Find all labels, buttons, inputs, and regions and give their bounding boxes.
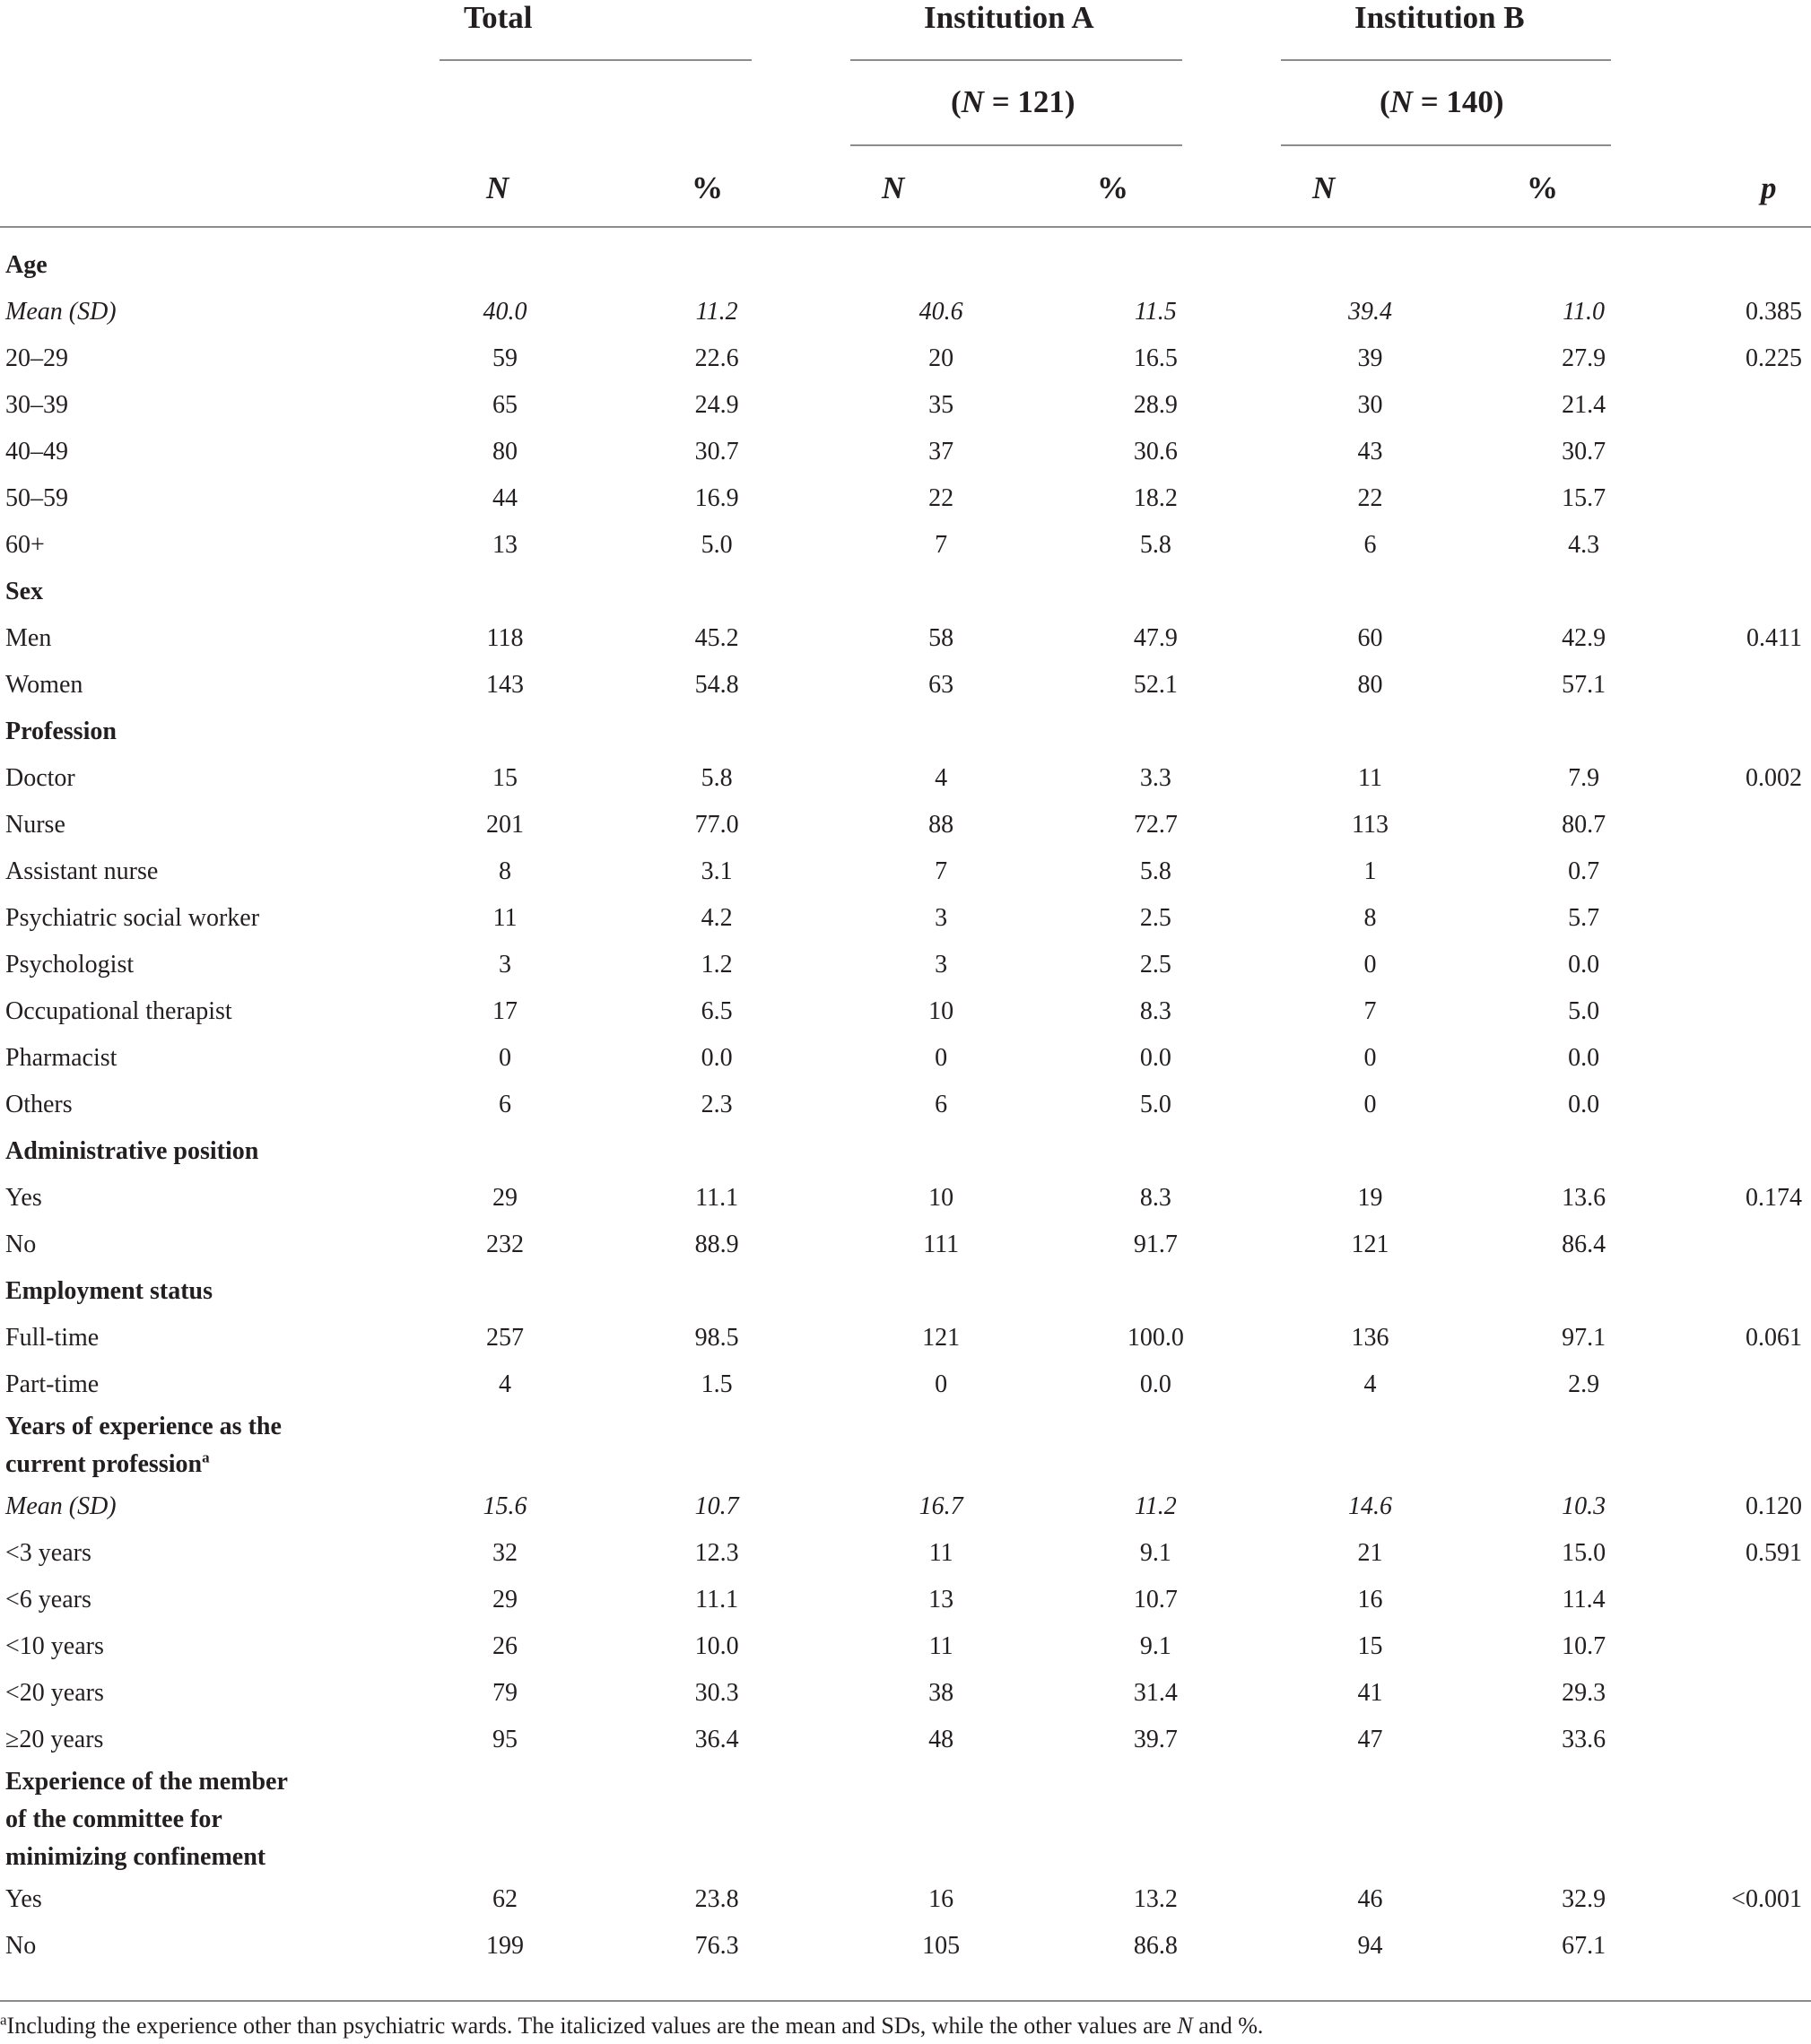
total-n-cell: 32	[492, 1539, 518, 1567]
table-row	[0, 1923, 1811, 1970]
p-value-cell	[1715, 475, 1811, 522]
inst-b-pct-cell: 0.0	[1568, 1044, 1600, 1072]
inst-a-pct-cell: 18.2	[1133, 484, 1178, 512]
inst-b-n-cell: 6	[1363, 531, 1377, 559]
inst-b-pct-cell: 2.9	[1568, 1370, 1600, 1398]
inst-a-n-cell: 20	[928, 344, 954, 372]
total-n-cell: 29	[492, 1586, 518, 1613]
table-row	[0, 1222, 1811, 1268]
row-label: Pharmacist	[5, 1044, 118, 1072]
inst-a-pct-cell: 8.3	[1139, 997, 1171, 1025]
total-n-cell: 40.0	[483, 298, 527, 326]
total-n-cell: 65	[492, 391, 518, 419]
total-pct-cell: 6.5	[701, 997, 733, 1025]
total-pct-cell: 11.2	[695, 298, 738, 326]
inst-a-pct-cell: 30.6	[1133, 438, 1178, 465]
row-label: Nurse	[5, 811, 65, 839]
p-value-cell	[1715, 1670, 1811, 1717]
institution-b-sample-size: (N = 140)	[1380, 84, 1504, 119]
inst-a-pct-cell: 31.4	[1133, 1679, 1178, 1707]
p-value-cell: 0.120	[1746, 1492, 1802, 1520]
total-pct-cell: 11.1	[695, 1184, 739, 1212]
inst-a-n-cell: 38	[928, 1679, 954, 1707]
inst-a-n-cell: 16	[928, 1885, 954, 1913]
inst-a-n-cell: 22	[928, 484, 954, 512]
inst-a-n-cell: 6	[935, 1091, 948, 1118]
inst-b-n-cell: 8	[1363, 904, 1377, 932]
row-label: 30–39	[5, 391, 68, 419]
row-label: Full-time	[5, 1324, 100, 1352]
total-pct-cell: 22.6	[694, 344, 739, 372]
inst-a-n-cell: 10	[928, 1184, 954, 1212]
col-b-n: N	[1312, 170, 1336, 205]
row-label: Part-time	[5, 1370, 100, 1398]
inst-a-pct-cell: 0.0	[1139, 1044, 1171, 1072]
p-value-cell	[1715, 802, 1811, 848]
rule-institution-b-top	[1281, 59, 1611, 61]
total-n-cell: 62	[492, 1885, 518, 1913]
header-institution-b: Institution B	[1354, 0, 1525, 35]
total-pct-cell: 2.3	[701, 1091, 733, 1118]
inst-b-pct-cell: 29.3	[1562, 1679, 1606, 1707]
total-n-cell: 44	[492, 484, 518, 512]
total-n-cell: 199	[485, 1932, 524, 1960]
inst-b-n-cell: 39	[1357, 344, 1383, 372]
inst-a-pct-cell: 11.5	[1134, 298, 1177, 326]
inst-b-pct-cell: 5.0	[1568, 997, 1600, 1025]
inst-a-pct-cell: 9.1	[1139, 1632, 1171, 1660]
p-value-cell: 0.591	[1746, 1539, 1802, 1567]
inst-b-n-cell: 94	[1357, 1932, 1383, 1960]
inst-a-pct-cell: 47.9	[1133, 624, 1178, 652]
inst-b-pct-cell: 11.0	[1563, 298, 1606, 326]
total-n-cell: 13	[492, 531, 518, 559]
total-pct-cell: 30.3	[694, 1679, 739, 1707]
total-pct-cell: 0.0	[701, 1044, 733, 1072]
p-value-cell: 0.061	[1746, 1324, 1802, 1352]
section-label: Sex	[5, 578, 43, 605]
row-label: ≥20 years	[5, 1726, 104, 1753]
inst-a-n-cell: 37	[928, 438, 954, 465]
p-value-cell	[1715, 522, 1811, 569]
table-row	[0, 1876, 1811, 1923]
inst-b-n-cell: 136	[1351, 1324, 1389, 1352]
institution-a-sample-size: (N = 121)	[951, 84, 1075, 119]
inst-b-pct-cell: 15.7	[1562, 484, 1606, 512]
table-row	[0, 662, 1811, 709]
total-pct-cell: 45.2	[694, 624, 739, 652]
p-value-cell	[1715, 942, 1811, 988]
inst-a-n-cell: 40.6	[919, 298, 963, 326]
row-label: No	[5, 1932, 37, 1960]
inst-b-n-cell: 19	[1357, 1184, 1383, 1212]
total-pct-cell: 1.5	[701, 1370, 733, 1398]
inst-b-pct-cell: 42.9	[1562, 624, 1606, 652]
inst-b-pct-cell: 57.1	[1562, 671, 1606, 699]
inst-b-n-cell: 4	[1363, 1370, 1377, 1398]
row-label: No	[5, 1231, 37, 1258]
row-label: 40–49	[5, 438, 68, 465]
inst-a-n-cell: 16.7	[919, 1492, 963, 1520]
total-pct-cell: 10.0	[694, 1632, 739, 1660]
inst-b-pct-cell: 0.0	[1568, 1091, 1600, 1118]
inst-b-pct-cell: 33.6	[1562, 1726, 1606, 1753]
inst-b-pct-cell: 4.3	[1568, 531, 1600, 559]
total-n-cell: 80	[492, 438, 518, 465]
table-row	[0, 289, 1811, 335]
section-label: Age	[5, 251, 48, 279]
total-pct-cell: 11.1	[695, 1586, 739, 1613]
table-row	[0, 1035, 1811, 1082]
inst-a-n-cell: 7	[935, 531, 948, 559]
inst-b-n-cell: 16	[1357, 1586, 1383, 1613]
total-n-cell: 201	[485, 811, 524, 839]
inst-b-pct-cell: 27.9	[1562, 344, 1606, 372]
inst-b-n-cell: 41	[1357, 1679, 1383, 1707]
inst-a-pct-cell: 0.0	[1139, 1370, 1171, 1398]
total-n-cell: 232	[485, 1231, 524, 1258]
total-pct-cell: 24.9	[694, 391, 739, 419]
inst-a-n-cell: 11	[928, 1632, 953, 1660]
row-label: Assistant nurse	[5, 857, 159, 885]
table-row	[0, 755, 1811, 802]
total-pct-cell: 77.0	[694, 811, 739, 839]
p-value-cell	[1715, 1361, 1811, 1408]
inst-b-n-cell: 15	[1357, 1632, 1383, 1660]
total-n-cell: 15.6	[483, 1492, 527, 1520]
row-label: <20 years	[5, 1679, 104, 1707]
p-value-cell	[1715, 848, 1811, 895]
row-label: Mean (SD)	[5, 1492, 117, 1520]
inst-a-pct-cell: 28.9	[1133, 391, 1178, 419]
total-pct-cell: 1.2	[701, 951, 733, 979]
total-pct-cell: 4.2	[701, 904, 733, 932]
inst-a-pct-cell: 86.8	[1133, 1932, 1178, 1960]
footnote: $^a$Including the experience other than psychiatric wards. The italicized values are the mean and SDs, while the other values are N and %.	[0, 2011, 1264, 2039]
table-row	[0, 1361, 1811, 1408]
inst-b-pct-cell: 0.0	[1568, 951, 1600, 979]
inst-b-n-cell: 30	[1357, 391, 1383, 419]
inst-b-pct-cell: 32.9	[1562, 1885, 1606, 1913]
inst-b-pct-cell: 11.4	[1562, 1586, 1606, 1613]
section-row	[0, 1763, 1811, 1876]
inst-b-n-cell: 43	[1357, 438, 1383, 465]
inst-a-pct-cell: 11.2	[1134, 1492, 1177, 1520]
total-n-cell: 143	[485, 671, 524, 699]
inst-a-n-cell: 88	[928, 811, 954, 839]
inst-b-pct-cell: 10.3	[1562, 1492, 1606, 1520]
total-n-cell: 6	[498, 1091, 511, 1118]
p-value-cell	[1715, 662, 1811, 709]
row-label: Occupational therapist	[5, 997, 232, 1025]
inst-a-n-cell: 0	[935, 1370, 948, 1398]
inst-a-pct-cell: 72.7	[1133, 811, 1178, 839]
table-row	[0, 522, 1811, 569]
rule-institution-a-bottom	[850, 144, 1182, 146]
inst-b-n-cell: 0	[1363, 1044, 1377, 1072]
section-row	[0, 242, 1811, 289]
inst-b-n-cell: 39.4	[1347, 298, 1392, 326]
row-label: Others	[5, 1091, 73, 1118]
inst-b-n-cell: 0	[1363, 1091, 1377, 1118]
total-pct-cell: 5.8	[701, 764, 733, 792]
header-total: Total	[464, 0, 533, 35]
inst-b-n-cell: 22	[1357, 484, 1383, 512]
section-row	[0, 709, 1811, 755]
row-label: Psychologist	[5, 951, 135, 979]
table-row	[0, 335, 1811, 382]
inst-a-pct-cell: 5.8	[1139, 531, 1171, 559]
table-row	[0, 382, 1811, 429]
row-label: Women	[5, 671, 83, 699]
inst-b-pct-cell: 97.1	[1562, 1324, 1606, 1352]
inst-b-pct-cell: 21.4	[1562, 391, 1606, 419]
table-row	[0, 942, 1811, 988]
total-n-cell: 95	[492, 1726, 518, 1753]
row-label: 60+	[5, 531, 45, 559]
inst-a-n-cell: 4	[935, 764, 948, 792]
col-b-pct: %	[1527, 170, 1558, 205]
inst-a-n-cell: 58	[928, 624, 954, 652]
inst-a-n-cell: 3	[935, 904, 948, 932]
empty-cell	[435, 1763, 1811, 1876]
inst-b-n-cell: 11	[1357, 764, 1382, 792]
table-row	[0, 429, 1811, 475]
inst-a-pct-cell: 2.5	[1139, 904, 1171, 932]
inst-a-pct-cell: 5.0	[1139, 1091, 1171, 1118]
p-value-cell: 0.002	[1746, 764, 1802, 792]
table-row	[0, 1315, 1811, 1361]
p-value-cell	[1715, 382, 1811, 429]
inst-a-pct-cell: 91.7	[1133, 1231, 1178, 1258]
inst-b-n-cell: 0	[1363, 951, 1377, 979]
total-n-cell: 11	[492, 904, 518, 932]
p-value-cell	[1715, 1577, 1811, 1623]
inst-a-n-cell: 7	[935, 857, 948, 885]
inst-b-n-cell: 14.6	[1347, 1492, 1392, 1520]
inst-b-n-cell: 7	[1363, 997, 1377, 1025]
section-label: Experience of the member of the committee for minimizing confinement	[5, 1768, 288, 1871]
table-row	[0, 802, 1811, 848]
col-p: p	[1761, 170, 1777, 205]
total-n-cell: 59	[492, 344, 518, 372]
inst-a-pct-cell: 16.5	[1133, 344, 1178, 372]
table-bottom-rule	[0, 2000, 1811, 2002]
total-n-cell: 0	[498, 1044, 511, 1072]
total-n-cell: 17	[492, 997, 518, 1025]
inst-b-pct-cell: 13.6	[1562, 1184, 1606, 1212]
table-row	[0, 988, 1811, 1035]
empty-cell	[435, 709, 1811, 755]
empty-cell	[435, 569, 1811, 615]
section-row	[0, 1128, 1811, 1175]
total-n-cell: 3	[498, 951, 511, 979]
total-n-cell: 4	[498, 1370, 511, 1398]
total-n-cell: 29	[492, 1184, 518, 1212]
row-label: Yes	[5, 1885, 42, 1913]
inst-b-pct-cell: 67.1	[1562, 1932, 1606, 1960]
inst-a-n-cell: 3	[935, 951, 948, 979]
section-row	[0, 1268, 1811, 1315]
total-pct-cell: 5.0	[701, 531, 733, 559]
inst-a-n-cell: 121	[922, 1324, 961, 1352]
demographics-table	[0, 242, 1811, 1970]
row-label: 50–59	[5, 484, 68, 512]
rule-total	[440, 59, 752, 61]
table-row	[0, 1717, 1811, 1763]
total-pct-cell: 54.8	[694, 671, 739, 699]
inst-a-pct-cell: 13.2	[1133, 1885, 1178, 1913]
inst-b-n-cell: 21	[1357, 1539, 1383, 1567]
inst-b-pct-cell: 0.7	[1568, 857, 1600, 885]
inst-b-n-cell: 46	[1357, 1885, 1383, 1913]
row-label: Doctor	[5, 764, 75, 792]
total-pct-cell: 30.7	[694, 438, 739, 465]
inst-b-n-cell: 121	[1351, 1231, 1389, 1258]
total-pct-cell: 88.9	[694, 1231, 739, 1258]
inst-b-n-cell: 47	[1357, 1726, 1383, 1753]
section-row	[0, 569, 1811, 615]
header-institution-a: Institution A	[924, 0, 1094, 35]
table-row	[0, 615, 1811, 662]
row-label: <3 years	[5, 1539, 91, 1567]
inst-a-n-cell: 35	[928, 391, 954, 419]
p-value-cell: 0.174	[1746, 1184, 1802, 1212]
inst-a-pct-cell: 9.1	[1139, 1539, 1171, 1567]
inst-b-pct-cell: 15.0	[1562, 1539, 1606, 1567]
inst-a-n-cell: 63	[928, 671, 954, 699]
total-pct-cell: 36.4	[694, 1726, 739, 1753]
inst-a-pct-cell: 100.0	[1127, 1324, 1184, 1352]
total-n-cell: 79	[492, 1679, 518, 1707]
row-label: Men	[5, 624, 52, 652]
section-label: Years of experience as the current profession$^a$	[5, 1413, 282, 1478]
inst-b-pct-cell: 80.7	[1562, 811, 1606, 839]
table-row	[0, 1623, 1811, 1670]
total-pct-cell: 10.7	[694, 1492, 739, 1520]
inst-a-n-cell: 48	[928, 1726, 954, 1753]
total-n-cell: 15	[492, 764, 518, 792]
total-pct-cell: 16.9	[694, 484, 739, 512]
p-value-cell	[1715, 1623, 1811, 1670]
empty-cell	[435, 242, 1811, 289]
p-value-cell	[1715, 1035, 1811, 1082]
col-total-n: N	[486, 170, 509, 205]
inst-a-pct-cell: 2.5	[1139, 951, 1171, 979]
inst-b-pct-cell: 10.7	[1562, 1632, 1606, 1660]
inst-b-n-cell: 1	[1363, 857, 1377, 885]
empty-cell	[435, 1268, 1811, 1315]
row-label: Yes	[5, 1184, 42, 1212]
inst-a-pct-cell: 5.8	[1139, 857, 1171, 885]
row-label: 20–29	[5, 344, 68, 372]
section-label: Administrative position	[5, 1137, 259, 1165]
row-label: <6 years	[5, 1586, 91, 1613]
header-bottom-rule	[0, 226, 1811, 228]
p-value-cell	[1715, 1082, 1811, 1128]
inst-a-n-cell: 10	[928, 997, 954, 1025]
total-pct-cell: 23.8	[694, 1885, 739, 1913]
total-n-cell: 257	[485, 1324, 524, 1352]
total-n-cell: 8	[498, 857, 511, 885]
p-value-cell	[1715, 1222, 1811, 1268]
inst-b-n-cell: 80	[1357, 671, 1383, 699]
p-value-cell	[1715, 429, 1811, 475]
empty-cell	[435, 1128, 1811, 1175]
section-label: Employment status	[5, 1277, 213, 1305]
table-row	[0, 1577, 1811, 1623]
row-label: Psychiatric social worker	[5, 904, 260, 932]
inst-b-n-cell: 113	[1351, 811, 1389, 839]
section-label: Profession	[5, 718, 117, 745]
total-n-cell: 118	[486, 624, 524, 652]
inst-a-n-cell: 13	[928, 1586, 954, 1613]
inst-b-n-cell: 60	[1357, 624, 1383, 652]
p-value-cell: <0.001	[1731, 1885, 1802, 1913]
table-row	[0, 1530, 1811, 1577]
inst-b-pct-cell: 30.7	[1562, 438, 1606, 465]
p-value-cell: 0.385	[1746, 298, 1802, 326]
inst-a-pct-cell: 39.7	[1133, 1726, 1178, 1753]
total-pct-cell: 76.3	[694, 1932, 739, 1960]
table-row	[0, 848, 1811, 895]
table-row	[0, 1082, 1811, 1128]
p-value-cell	[1715, 1923, 1811, 1970]
inst-a-n-cell: 0	[935, 1044, 948, 1072]
rule-institution-a-top	[850, 59, 1182, 61]
total-pct-cell: 3.1	[701, 857, 733, 885]
row-label: <10 years	[5, 1632, 104, 1660]
table-row	[0, 895, 1811, 942]
total-pct-cell: 98.5	[694, 1324, 739, 1352]
col-a-n: N	[882, 170, 905, 205]
p-value-cell: 0.225	[1746, 344, 1802, 372]
section-row	[0, 1408, 1811, 1483]
total-pct-cell: 12.3	[694, 1539, 739, 1567]
table-row	[0, 475, 1811, 522]
inst-b-pct-cell: 5.7	[1568, 904, 1600, 932]
inst-b-pct-cell: 7.9	[1568, 764, 1600, 792]
empty-cell	[435, 1408, 1811, 1483]
table-row	[0, 1175, 1811, 1222]
total-n-cell: 26	[492, 1632, 518, 1660]
inst-a-n-cell: 105	[922, 1932, 961, 1960]
inst-a-n-cell: 11	[928, 1539, 953, 1567]
inst-a-n-cell: 111	[923, 1231, 960, 1258]
p-value-cell	[1715, 895, 1811, 942]
p-value-cell	[1715, 988, 1811, 1035]
rule-institution-b-bottom	[1281, 144, 1611, 146]
inst-a-pct-cell: 10.7	[1133, 1586, 1178, 1613]
inst-a-pct-cell: 8.3	[1139, 1184, 1171, 1212]
table-row	[0, 1483, 1811, 1530]
p-value-cell: 0.411	[1746, 624, 1802, 652]
inst-a-pct-cell: 52.1	[1133, 671, 1178, 699]
table-row	[0, 1670, 1811, 1717]
inst-a-pct-cell: 3.3	[1139, 764, 1171, 792]
p-value-cell	[1715, 1717, 1811, 1763]
col-a-pct: %	[1097, 170, 1128, 205]
inst-b-pct-cell: 86.4	[1562, 1231, 1606, 1258]
row-label: Mean (SD)	[5, 298, 117, 326]
col-total-pct: %	[692, 170, 723, 205]
